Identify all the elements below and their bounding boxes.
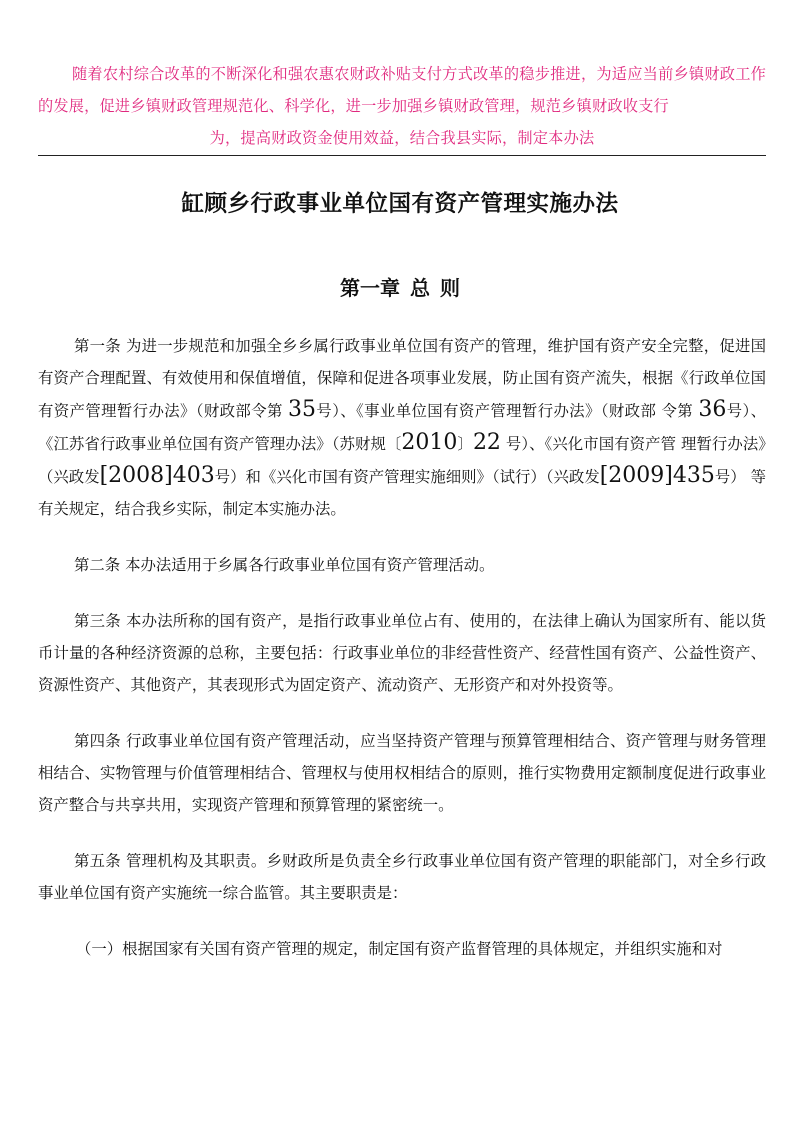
article-5: 第五条 管理机构及其职责。乡财政所是负责全乡行政事业单位国有资产管理的职能部门，对全乡行政事业单位国有资产实施统一综合监管。其主要职责是： [38,852,766,902]
header-note [38,58,766,154]
header-note-line-2: 为，提高财政资金使用效益，结合我县实际，制定本办法 [209,129,595,147]
article-2: 第二条 本办法适用于乡属各行政事业单位国有资产管理活动。 [74,556,495,574]
article-5-item-1: （一）根据国家有关国有资产管理的规定，制定国有资产监督管理的具体规定，并组织实施和对 [76,940,723,958]
chapter-name-2: 则 [440,276,460,300]
article-4: 第四条 行政事业单位国有资产管理活动，应当坚持资产管理与预算管理相结合、资产管理与财务管理相结合、实物管理与价值管理相结合、管理权与使用权相结合的原则，推行实物费用定额制度促进行政事业资产整合与共享共用，实现资产管理和预算管理的紧密统一。 [38,732,766,814]
article-3: 第三条 本办法所称的国有资产，是指行政事业单位占有、使用的，在法律上确认为国家所有、能以货币计量的各种经济资源的总称，主要包括：行政事业单位的非经营性资产、经营性国有资产、公益性资产、资源性资产、其他资产，其表现形式为固定资产、流动资产、无形资产和对外投资等。 [38,612,766,694]
chapter-name-1: 总 [410,276,430,300]
header-divider [38,155,766,156]
document-body [38,330,766,965]
chapter-number: 第一章 [340,276,400,300]
header-note-line-1: 随着农村综合改革的不断深化和强农惠农财政补贴支付方式改革的稳步推进，为适应当前乡镇财政工作的发展，促进乡镇财政管理规范化、科学化，进一步加强乡镇财政管理，规范乡镇财政收支行 [38,65,766,115]
article-1: 第一条 为进一步规范和加强全乡乡属行政事业单位国有资产的管理，维护国有资产安全完整，促进国有资产合理配置、有效使用和保值增值，保障和促进各项事业发展，防止国有资产流失，根据《行政单位国有资产管理暂行办法》（财政部令第 35号）、《事业单位国有资产管理暂行办法》（财政部 令第 36号）、《江苏省行政事业单位国有资产管理办法》（苏财规〔2010〕22 号）、《兴化市国有资产管 理暂行办法》（兴政发[2008]403号）和《兴化市国有资产管理实施细则》（试行）（兴政发[2009]435号） 等有关规定，结合我乡实际，制定本实施办法。 [38,337,766,518]
chapter-heading [0,272,800,301]
document-title: 缸顾乡行政事业单位国有资产管理实施办法 [181,191,619,217]
